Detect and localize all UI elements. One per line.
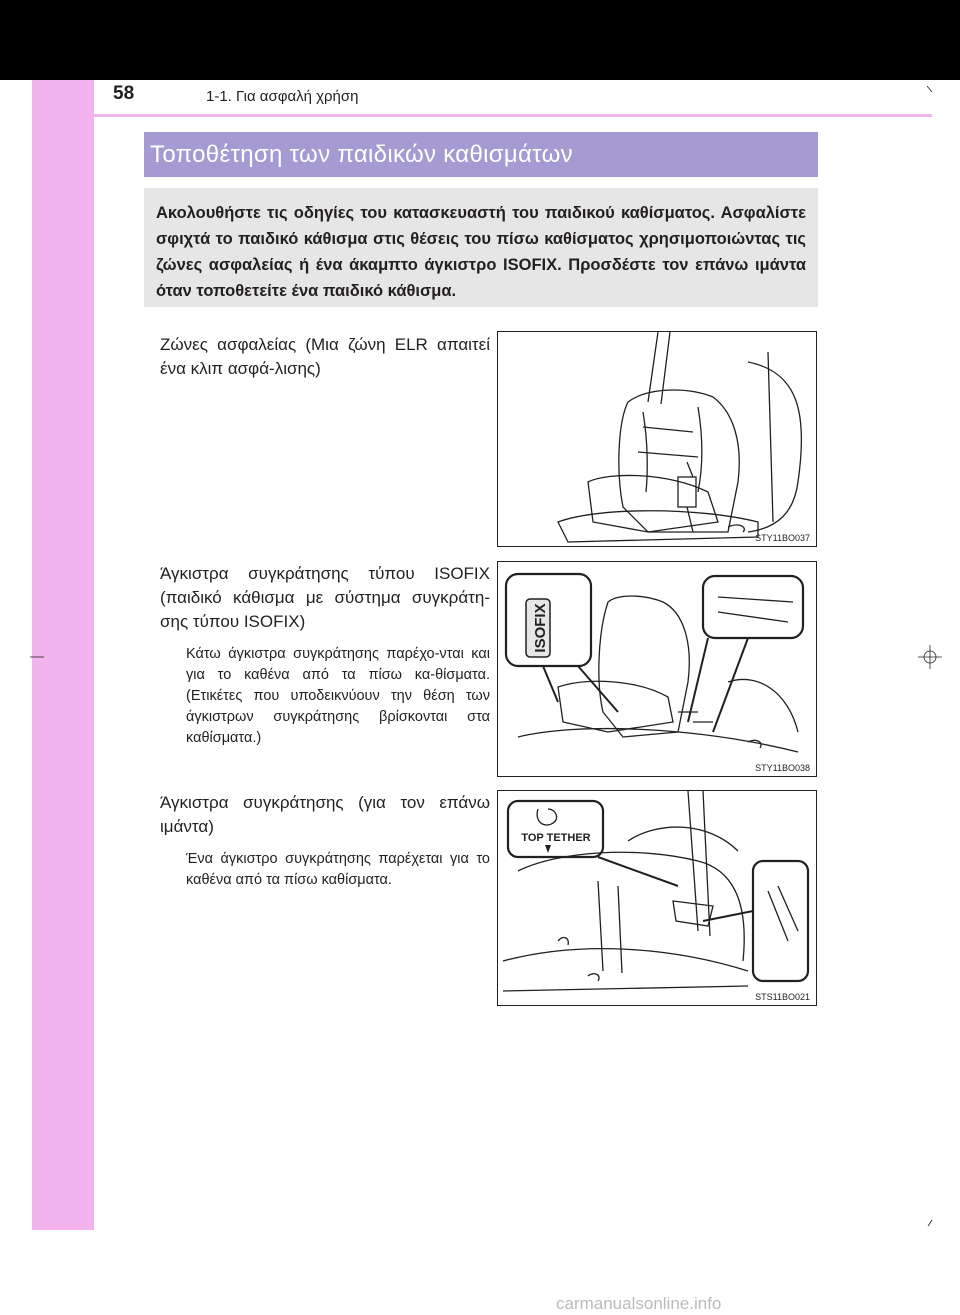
- item-note: Ένα άγκιστρο συγκράτησης παρέχεται για το καθένα από τα πίσω καθίσματα.: [186, 851, 490, 888]
- page-number: 58: [113, 83, 135, 104]
- top-tether-tag-label: TOP TETHER: [521, 832, 591, 844]
- item-heading: Άγκιστρα συγκράτησης (για τον επάνω ιμάντα): [160, 793, 490, 836]
- figure-code: STY11BO037: [755, 533, 810, 543]
- chapter-title: 1-1. Για ασφαλή χρήση: [206, 88, 359, 105]
- figure-code: STS11BO021: [755, 992, 810, 1002]
- item-note: Κάτω άγκιστρα συγκράτησης παρέχο-νται και για το καθένα από τα πίσω κα-θίσματα. (Ετικέτες που υποδεικνύουν την θέση των άγκιστρων συγκράτησης βρίσκονται στα καθίσματα.): [186, 646, 490, 746]
- figure-code: STY11BO038: [755, 763, 810, 773]
- item-heading: Ζώνες ασφαλείας (Μια ζώνη ELR απαιτεί ένα κλιπ ασφά-λισης): [160, 335, 490, 378]
- isofix-tag-label: ISOFIX: [532, 603, 549, 653]
- section-title: Τοποθέτηση των παιδικών καθισμάτων: [150, 141, 573, 168]
- intro-text: Ακολουθήστε τις οδηγίες του κατασκευαστή του παιδικού καθίσματος. Ασφαλίστε σφιχτά το παιδικό κάθισμα στις θέσεις του πίσω καθίσματος χρησιμοποιώντας τις ζώνες ασφαλείας ή ένα άκαμπτο άγκιστρο ISOFIX. Προσδέστε τον επάνω ιμάντα όταν τοποθετείτε ένα παιδικό κάθισμα.: [156, 204, 806, 300]
- item-heading: Άγκιστρα συγκράτησης τύπου ISOFIX (παιδικό κάθισμα με σύστημα συγκράτη-σης τύπου ISOFIX): [160, 564, 490, 631]
- watermark: carmanualsonline.info: [556, 1294, 722, 1313]
